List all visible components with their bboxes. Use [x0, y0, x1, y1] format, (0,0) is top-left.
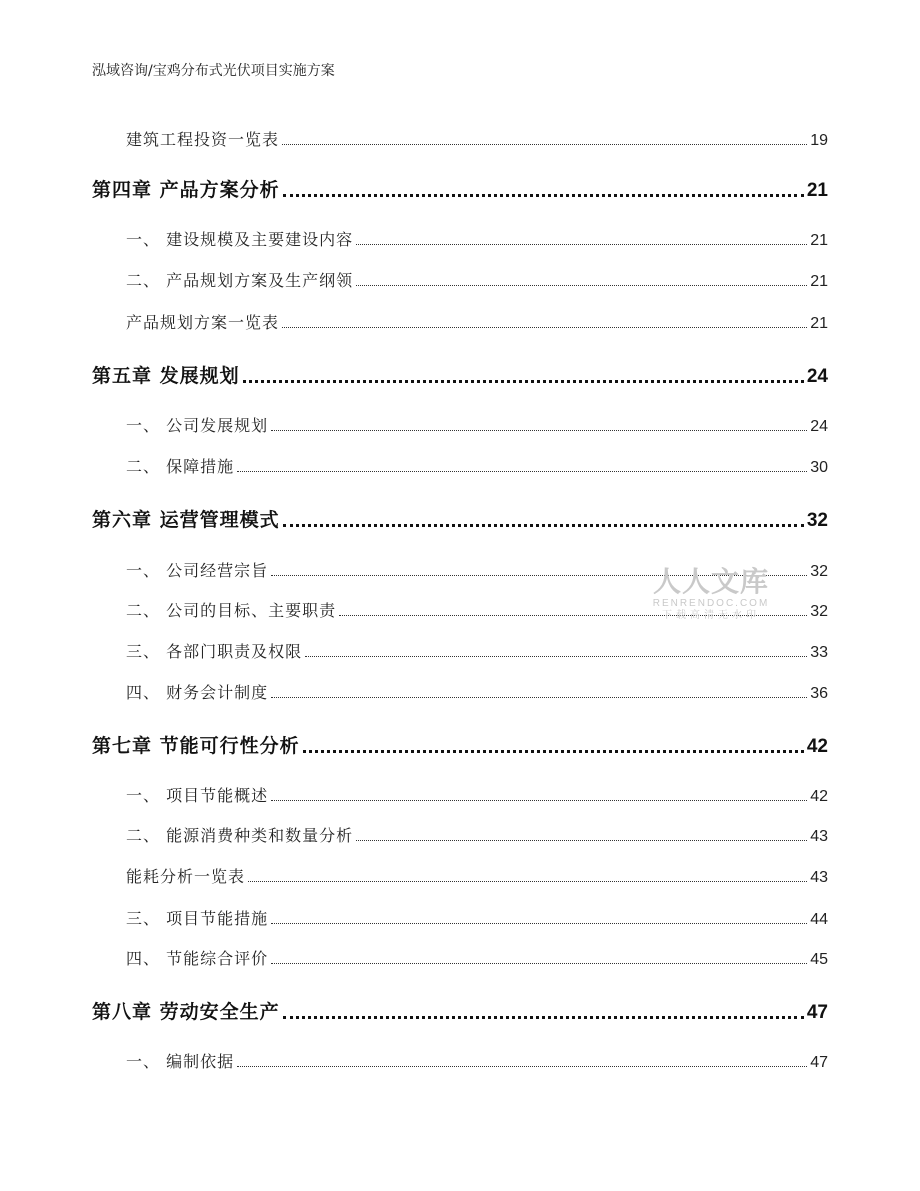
- toc-chapter-entry[interactable]: [92, 505, 828, 532]
- toc-chapter-entry[interactable]: [92, 997, 828, 1024]
- toc-dot-leader: [248, 881, 807, 882]
- toc-section-entry[interactable]: [126, 823, 828, 846]
- toc-page-number: 36: [810, 685, 828, 702]
- toc-entry-label: 产品规划方案一览表: [126, 313, 280, 332]
- toc-entry-label: 第八章 劳动安全生产: [92, 1001, 280, 1023]
- toc-page-number: 21: [810, 232, 828, 249]
- watermark-tagline: 下载高清无水印: [662, 610, 760, 621]
- toc-dot-leader: [356, 244, 807, 245]
- toc-dot-leader: [271, 923, 807, 924]
- toc-entry-label: 能耗分析一览表: [126, 867, 246, 886]
- toc-page-number: 30: [810, 459, 828, 476]
- toc-dot-leader: [271, 963, 807, 964]
- toc-page-number: 42: [806, 736, 828, 757]
- toc-page-number: 19: [810, 132, 828, 149]
- toc-page-number: 43: [810, 828, 828, 845]
- toc-page-number: 47: [810, 1054, 828, 1071]
- toc-chapter-entry[interactable]: [92, 175, 828, 202]
- watermark-title: 人人文库: [652, 565, 769, 598]
- toc-dot-leader: [283, 194, 804, 197]
- toc-section-entry[interactable]: [126, 1049, 828, 1072]
- toc-dot-leader: [237, 471, 807, 472]
- toc-entry-label: 四、 财务会计制度: [126, 683, 269, 702]
- toc-dot-leader: [271, 800, 807, 801]
- toc-dot-leader: [237, 1066, 807, 1067]
- toc-dot-leader: [356, 840, 807, 841]
- toc-dot-leader: [282, 144, 807, 145]
- watermark-site: RENRENDOC.COM: [652, 598, 770, 609]
- toc-section-entry[interactable]: [126, 906, 828, 929]
- toc-section-entry[interactable]: [126, 783, 828, 806]
- toc-page-number: 33: [810, 644, 828, 661]
- toc-entry-label: 二、 能源消费种类和数量分析: [126, 826, 354, 845]
- toc-chapter-entry[interactable]: [92, 361, 828, 388]
- toc-page-number: 45: [810, 951, 828, 968]
- watermark: [646, 566, 776, 622]
- toc-dot-leader: [271, 697, 807, 698]
- toc-dot-leader: [283, 524, 804, 527]
- toc-page-number: 42: [810, 788, 828, 805]
- toc-page-number: 21: [810, 273, 828, 290]
- toc-page-number: 32: [806, 510, 828, 531]
- toc-page-number: 24: [806, 366, 828, 387]
- toc-entry-label: 建筑工程投资一览表: [126, 130, 280, 149]
- toc-entry-label: 二、 产品规划方案及生产纲领: [126, 271, 354, 290]
- toc-entry-label: 二、 公司的目标、主要职责: [126, 601, 337, 620]
- toc-dot-leader: [283, 1016, 804, 1019]
- toc-entry-label: 一、 项目节能概述: [126, 786, 269, 805]
- toc-entry-label: 第七章 节能可行性分析: [92, 735, 300, 757]
- toc-dot-leader: [271, 430, 807, 431]
- toc-section-entry[interactable]: [126, 454, 828, 477]
- toc-entry-label: 三、 项目节能措施: [126, 909, 269, 928]
- toc-dot-leader: [282, 327, 807, 328]
- toc-entry-label: 一、 建设规模及主要建设内容: [126, 230, 354, 249]
- toc-chapter-entry[interactable]: [92, 731, 828, 758]
- toc-entry-label: 二、 保障措施: [126, 457, 235, 476]
- toc-dot-leader: [305, 656, 807, 657]
- toc-entry-label: 三、 各部门职责及权限: [126, 642, 303, 661]
- toc-page-number: 21: [806, 180, 828, 201]
- toc-section-entry[interactable]: [126, 639, 828, 662]
- toc-dot-leader: [303, 750, 804, 753]
- toc-section-entry[interactable]: [126, 864, 828, 887]
- toc-section-entry[interactable]: [126, 268, 828, 291]
- toc-entry-label: 一、 公司发展规划: [126, 416, 269, 435]
- toc-entry-label: 一、 公司经营宗旨: [126, 561, 269, 580]
- toc-section-entry[interactable]: [126, 680, 828, 703]
- toc-page-number: 44: [810, 911, 828, 928]
- toc-section-entry[interactable]: [126, 413, 828, 436]
- toc-section-entry[interactable]: [126, 127, 828, 150]
- toc-page-number: 32: [810, 603, 828, 620]
- toc-entry-label: 第六章 运营管理模式: [92, 509, 280, 531]
- toc-section-entry[interactable]: [126, 946, 828, 969]
- toc-section-entry[interactable]: [126, 227, 828, 250]
- toc-section-entry[interactable]: [126, 310, 828, 333]
- toc-dot-leader: [243, 380, 804, 383]
- toc-entry-label: 第四章 产品方案分析: [92, 179, 280, 201]
- toc-dot-leader: [356, 285, 807, 286]
- toc-page-number: 21: [810, 315, 828, 332]
- toc-page-number: 24: [810, 418, 828, 435]
- toc-entry-label: 四、 节能综合评价: [126, 949, 269, 968]
- toc-page-number: 32: [810, 563, 828, 580]
- toc-entry-label: 第五章 发展规划: [92, 365, 240, 387]
- toc-page-number: 43: [810, 869, 828, 886]
- toc-entry-label: 一、 编制依据: [126, 1052, 235, 1071]
- page-header: 泓域咨询/宝鸡分布式光伏项目实施方案: [92, 63, 335, 79]
- toc-page-number: 47: [806, 1002, 828, 1023]
